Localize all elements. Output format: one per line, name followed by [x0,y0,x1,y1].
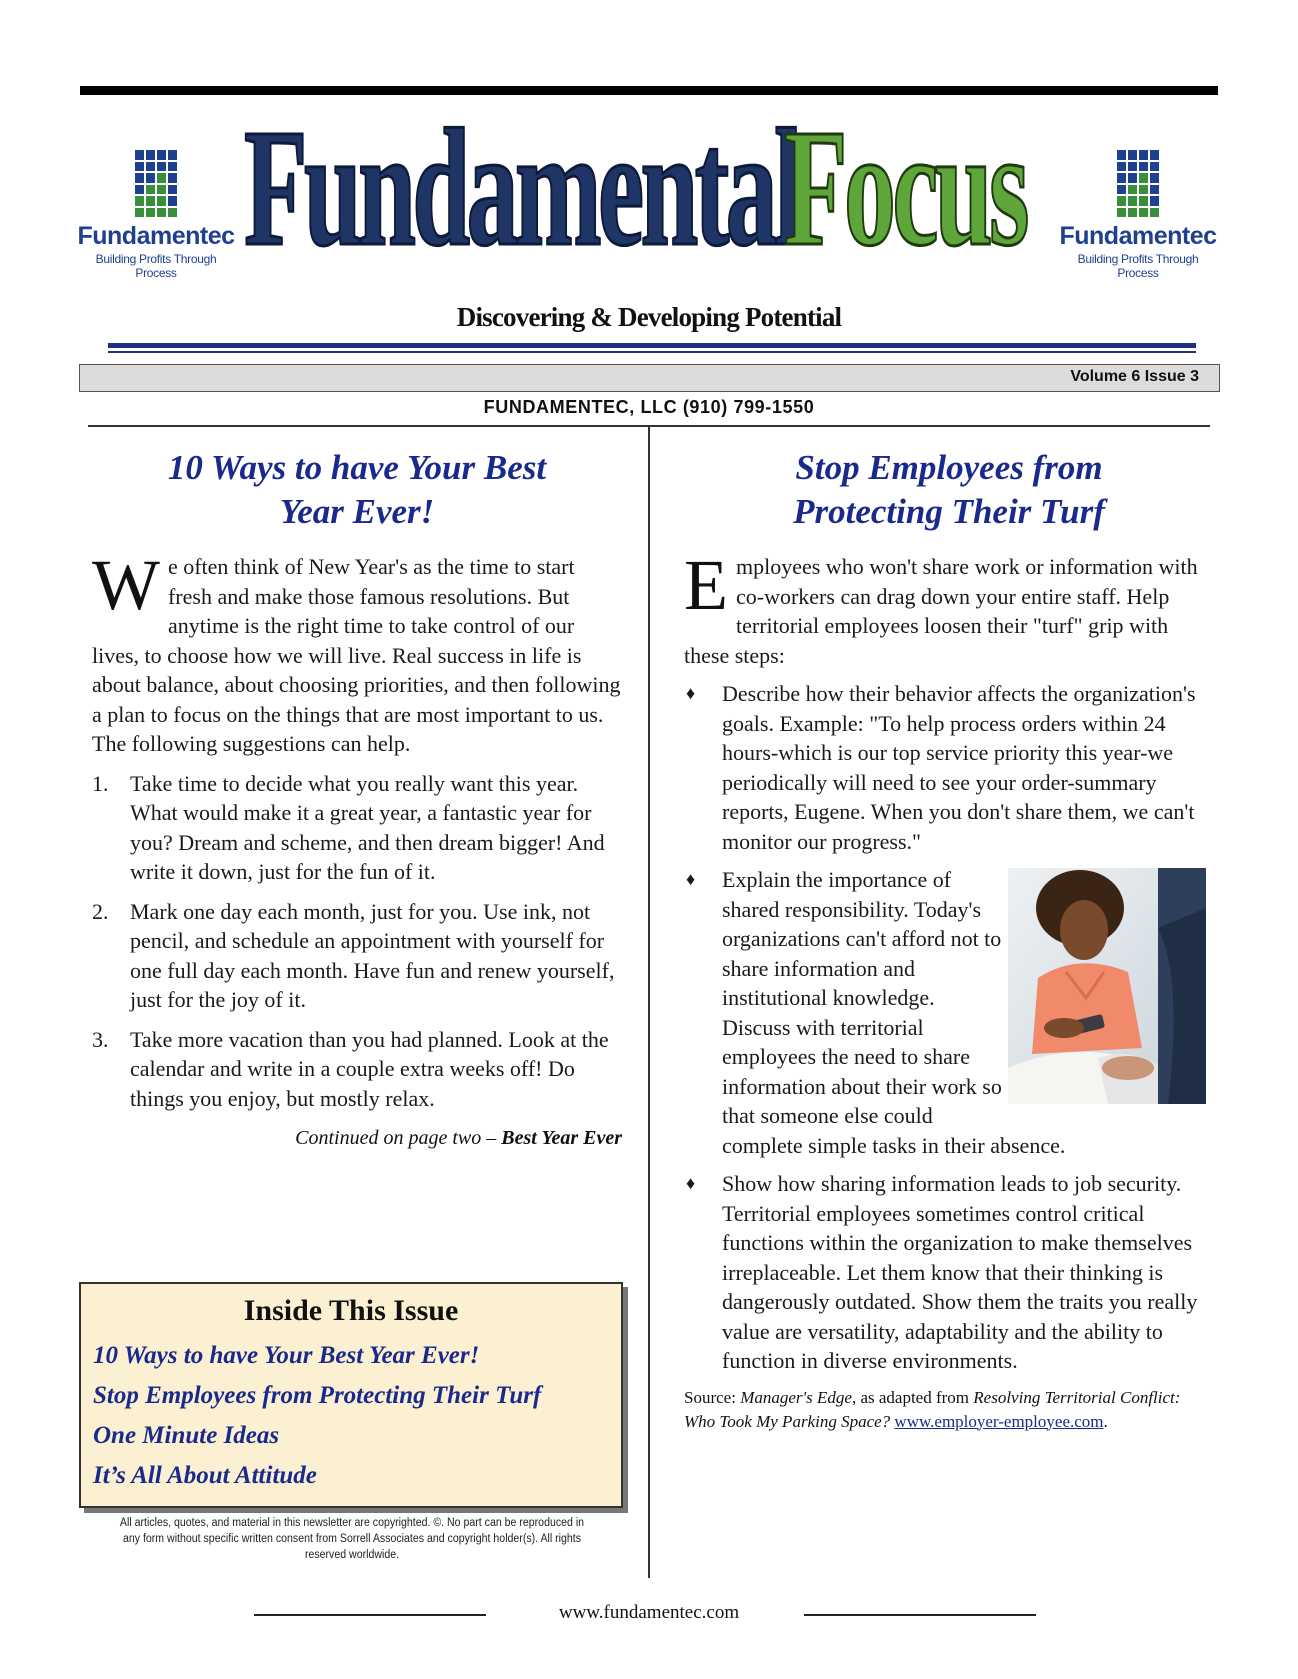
blue-rule [108,343,1196,348]
inside-item[interactable]: Stop Employees from Protecting Their Turf [93,1382,542,1409]
list-item [92,1025,622,1114]
intro-text: mployees who won't share work or information with co-workers can drag down your entire staff. Help territorial employees loosen their "turf" grip with these steps: [684,554,1198,668]
source-label: Source: [684,1387,736,1407]
drop-cap: W [92,545,160,625]
article-headline: Stop Employees from Protecting Their Turf [793,448,1105,531]
article-intro [92,545,622,759]
drop-cap: E [684,545,728,625]
source-title: Resolving Territorial Conflict: Who Took My Parking Space? [684,1387,1181,1431]
source-middle: , as adapted from [851,1387,970,1407]
fundamentec-logo-left [76,150,236,280]
source-link[interactable]: www.employer-employee.com [894,1411,1104,1431]
intro-text: e often think of New Year's as the time to start fresh and make those famous resolutions. But anytime is the right time to take control of our lives, to choose how we will live. Real success in life is about balance, about choosing priorities, and then following a plan to focus on the things that are most important to us. The following suggestions can help. [92,554,621,756]
inside-title: Inside This Issue [243,1294,459,1327]
continued-prefix: Continued on page two – [295,1127,497,1149]
steps-list [92,769,622,1114]
list-item [684,1169,1214,1376]
source-note [684,1386,1214,1434]
step-text: Take time to decide what you really want this year. What would make it a great year, a fantastic year for you? Dream and scheme, and then dream bigger! And write it down, just for the fun of it. [130,770,605,884]
footer-website[interactable]: www.fundamentec.com [558,1602,740,1623]
bullet-text: Show how sharing information leads to job security. Territorial employees sometimes control critical functions within the organization to make themselves irreplaceable. Let them know that their thinking is dangerously outdated. Show them the traits you really value are versatility, adaptability and the ability to function in diverse environments. [722,1171,1198,1373]
diamond-bullet-icon: ♦ [686,1173,696,1193]
step-text: Mark one day each month, just for you. Use ink, not pencil, and schedule an appointment with yourself for one full day each month. Have fun and renew yourself, just for the joy of it. [130,898,615,1012]
inside-list [81,1336,621,1496]
list-item [684,679,1214,856]
title-fundamental: Fundamental [244,95,800,281]
bullet-text: Describe how their behavior affects the organization's goals. Example: "To help process orders within 24 hours-which is our top service priority this year-we periodically will need to see your order-summary reports, Eugene. When you don't share them, we can't monitor our progress." [722,681,1196,854]
woman-with-phone-photo [1008,868,1206,1104]
article-best-year [92,446,622,1150]
inside-item[interactable]: One Minute Ideas [93,1422,280,1449]
step-text: Take more vacation than you had planned. Look at the calendar and write in a couple extra weeks off! Do things you enjoy, but mostly relax. [130,1026,609,1111]
diamond-bullet-icon: ♦ [686,683,696,703]
logo-name: Fundamentec [1059,222,1217,250]
inside-this-issue [79,1282,623,1508]
step-number: 1. [92,770,109,796]
grid-logo-icon [1116,150,1160,218]
bullet-text: Explain the importance of shared responsibility. Today's organizations can't afford not to share information and institutional knowledge. Discuss with territorial employees the need to share information about their work so that someone else could complete simple tasks in their absence. [722,867,1066,1158]
list-item [92,897,622,1015]
company-contact: FUNDAMENTEC, LLC (910) 799-1550 [483,397,815,417]
diamond-bullet-icon: ♦ [686,869,696,889]
article-headline: 10 Ways to have Your Best Year Ever! [167,448,547,531]
continued-note [92,1127,622,1150]
blue-rule-thin [108,351,1196,353]
grid-logo-icon [134,150,178,218]
volume-bar [79,364,1220,392]
continued-target: Best Year Ever [501,1127,622,1149]
inside-item[interactable]: 10 Ways to have Your Best Year Ever! [93,1342,480,1369]
title-focus: Focus [784,95,1026,281]
fundamentec-logo-right [1058,150,1218,280]
logo-tagline: Building Profits Through Process [95,252,217,280]
logo-tagline: Building Profits Through Process [1077,252,1199,280]
article-intro [684,545,1214,670]
step-number: 3. [92,1026,109,1052]
volume-issue: Volume 6 Issue 3 [1070,368,1199,385]
logo-name: Fundamentec [77,222,235,250]
newsletter-tagline: Discovering & Developing Potential [456,302,842,332]
step-number: 2. [92,898,109,924]
top-rule [80,86,1218,95]
footer-rule-right [804,1614,1036,1616]
source-end: . [1103,1411,1108,1431]
column-divider [648,426,650,1578]
copyright-notice: All articles, quotes, and material in this newsletter are copyrighted. ©. No part can be reproduced in any form without specific written consent from Sorrell Associates and copyright holder(s). All rights reserved worldwide. [119,1517,585,1561]
inside-item[interactable]: It’s All About Attitude [93,1462,317,1489]
list-item [92,769,622,887]
newsletter-title [244,95,1054,308]
source-publication: Manager's Edge [740,1387,852,1407]
